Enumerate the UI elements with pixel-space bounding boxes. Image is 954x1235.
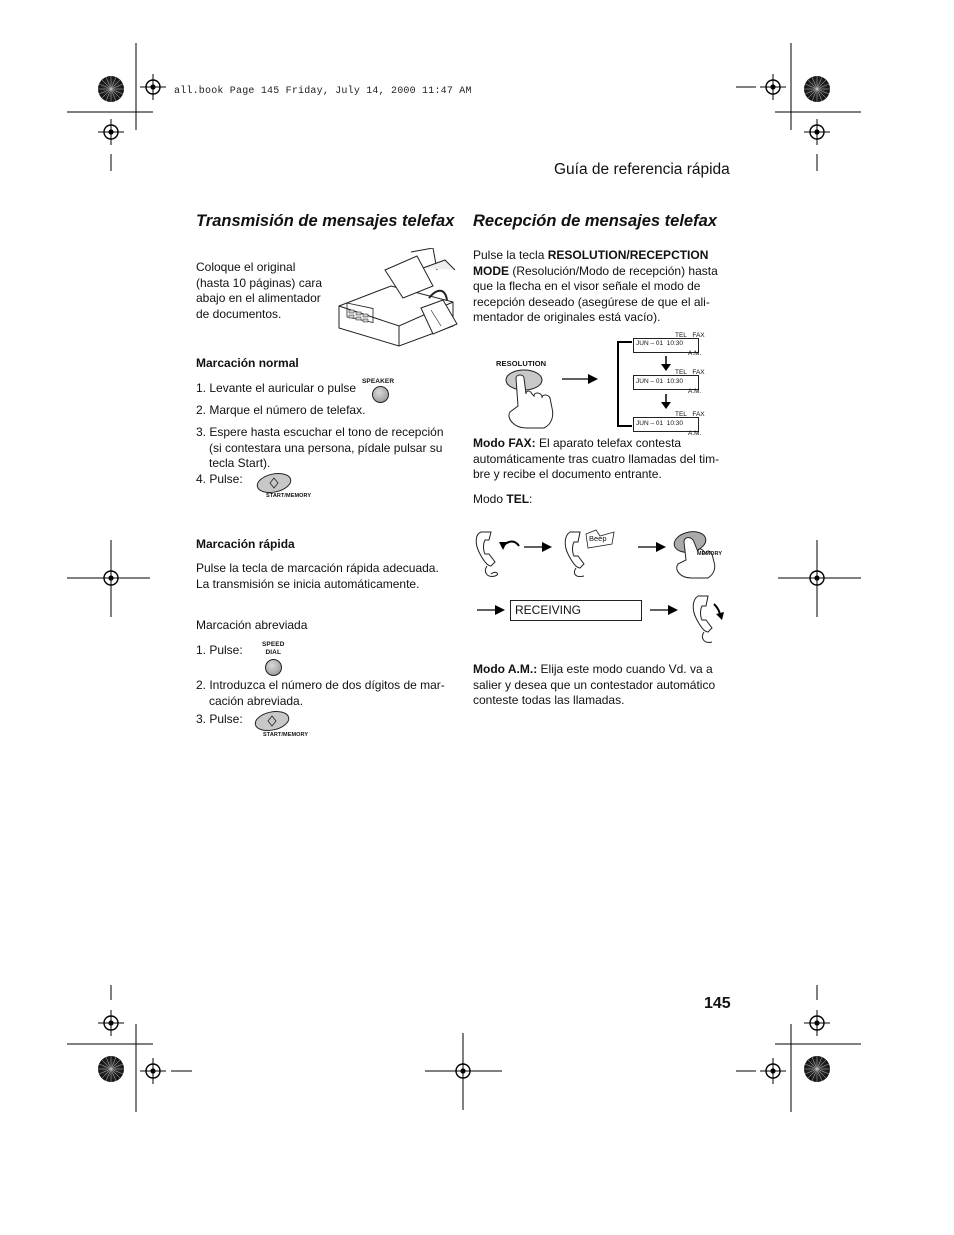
lcd-date: JUN xyxy=(636,378,649,385)
key-name: MODE xyxy=(473,263,509,278)
intro-text: (Resolución/Modo de recepción) hasta xyxy=(509,263,718,278)
lcd-text-2: JUN – 01 10:30 xyxy=(636,378,684,385)
receiving-display: RECEIVING xyxy=(510,600,642,621)
tel-post: : xyxy=(529,492,533,506)
lcd-time: 10:30 xyxy=(666,340,684,347)
print-slug: all.book Page 145 Friday, July 14, 2000 11:47 AM xyxy=(174,86,472,97)
fax-mode-text xyxy=(473,436,735,483)
hand-pressing-button-illustration xyxy=(500,366,558,432)
am-mode-title: Modo A.M.: xyxy=(473,662,538,676)
normal-dialing-title: Marcación normal xyxy=(196,356,299,370)
intro-line: abajo en el alimentador xyxy=(196,291,321,305)
intro-line: (hasta 10 páginas) cara xyxy=(196,275,323,290)
speed-dial-label xyxy=(262,641,285,657)
intro-line: de documentos. xyxy=(196,306,282,321)
arrow-right-icon xyxy=(475,603,507,617)
speaker-label: SPEAKER xyxy=(362,378,395,385)
abbrev-step-2 xyxy=(196,678,445,709)
intro-text: Pulse la tecla xyxy=(473,248,548,262)
fax-line xyxy=(473,436,735,452)
fax-line: automáticamente tras cuatro llamadas del tim- xyxy=(473,451,720,466)
running-header: Guía de referencia rápida xyxy=(554,161,730,178)
start-memory-label: START/MEMORY xyxy=(266,493,312,499)
rapid-dialing-text xyxy=(196,561,439,592)
am-mode-text xyxy=(473,662,735,709)
lcd-time: 10:30 xyxy=(666,378,684,385)
lcd-date: JUN xyxy=(636,340,649,347)
speed-dial-button[interactable] xyxy=(265,659,282,676)
tel-mode-title xyxy=(473,492,532,508)
key-name: RESOLUTION/RECEPCTION xyxy=(547,248,709,262)
fax-line: bre y recibe el documento entrante. xyxy=(473,467,662,481)
lcd-fax: FAX xyxy=(692,332,705,339)
lcd-day: 01 xyxy=(655,378,664,385)
rapid-line: Pulse la tecla de marcación rápida adecuada. xyxy=(196,561,439,575)
lcd-am-1: A.M. xyxy=(688,350,702,357)
step-line: 2. Introduzca el número de dos dígitos de mar- xyxy=(196,678,445,692)
handset-lift-illustration xyxy=(465,526,525,580)
normal-step-2: 2. Marque el número de telefax. xyxy=(196,403,366,417)
lcd-text-3: JUN – 01 10:30 xyxy=(636,420,684,427)
normal-step-4: 4. Pulse: xyxy=(196,472,243,486)
abbrev-step-3: 3. Pulse: xyxy=(196,712,243,726)
arrow-down-icon xyxy=(660,394,672,410)
left-intro xyxy=(196,260,322,322)
handset-listen-illustration xyxy=(556,526,616,580)
arrow-down-icon xyxy=(660,356,672,372)
abbrev-step-1: 1. Pulse: xyxy=(196,643,243,657)
am-line: conteste todas las llamadas. xyxy=(473,693,625,707)
lcd-tel: TEL xyxy=(675,332,687,339)
memory-label: MEMORY xyxy=(697,551,723,557)
right-heading: Recepción de mensajes telefax xyxy=(473,212,717,230)
fax-machine-illustration xyxy=(333,248,463,348)
rapid-dialing-title: Marcación rápida xyxy=(196,537,295,551)
page-number: 145 xyxy=(704,995,731,1012)
intro-line: mentador de originales está vacío). xyxy=(473,310,661,324)
step-line: (si contestara una persona, pídale pulsar su xyxy=(209,440,443,455)
am-line xyxy=(473,662,735,678)
lcd-time: 10:30 xyxy=(666,420,684,427)
intro-line: recepción deseado (asegúrese de que el ali- xyxy=(473,294,710,309)
intro-line: Coloque el original xyxy=(196,260,296,274)
lcd-date: JUN xyxy=(636,420,649,427)
lcd-am-3: A.M. xyxy=(688,430,702,437)
right-intro xyxy=(473,248,733,326)
am-text: Elija este modo cuando Vd. va a xyxy=(537,662,713,676)
intro-line: que la flecha en el visor señale el modo de xyxy=(473,279,701,293)
arrow-right-icon xyxy=(648,603,680,617)
start-memory-button[interactable] xyxy=(255,472,293,494)
handset-replace-illustration xyxy=(684,592,728,646)
tel-bold: TEL xyxy=(506,492,530,506)
left-heading: Transmisión de mensajes telefax xyxy=(196,212,455,230)
speed-label-line: DIAL xyxy=(265,649,282,656)
arrow-right-icon xyxy=(560,372,600,386)
arrow-right-icon xyxy=(636,540,668,554)
speed-label-line: SPEED xyxy=(262,641,285,648)
lcd-fax: FAX xyxy=(692,411,705,418)
lcd-day: 01 xyxy=(655,420,664,427)
normal-step-3 xyxy=(196,425,444,472)
mode-bracket xyxy=(612,340,634,436)
fax-text: El aparato telefax contesta xyxy=(535,436,682,450)
lcd-am-2: A.M. xyxy=(688,388,702,395)
start-memory-label-2: START/MEMORY xyxy=(263,732,309,738)
lcd-day: 01 xyxy=(655,340,664,347)
speaker-button[interactable] xyxy=(372,386,389,403)
lcd-text-1: JUN – 01 10:30 xyxy=(636,340,684,347)
am-line: salier y desea que un contestador automático xyxy=(473,677,716,692)
step-line: 3. Espere hasta escuchar el tono de recepción xyxy=(196,425,444,439)
lcd-fax: FAX xyxy=(692,369,705,376)
rapid-line: La transmisión se inicia automáticamente. xyxy=(196,576,420,591)
intro-line xyxy=(473,248,733,264)
abbrev-dialing-title: Marcación abreviada xyxy=(196,618,308,632)
resolution-label: RESOLUTION xyxy=(496,359,547,368)
intro-line xyxy=(473,264,733,280)
normal-step-1: 1. Levante el auricular o pulse xyxy=(196,381,357,395)
start-memory-button-2[interactable] xyxy=(253,710,291,732)
step-line: cación abreviada. xyxy=(209,693,304,708)
step-line: tecla Start). xyxy=(209,456,271,470)
lcd-tel: TEL xyxy=(675,369,687,376)
fax-mode-title: Modo FAX: xyxy=(473,436,536,450)
lcd-tel: TEL xyxy=(675,411,687,418)
beep-label: Beep xyxy=(589,534,607,543)
arrow-right-icon xyxy=(522,540,554,554)
tel-pre: Modo xyxy=(473,492,507,506)
